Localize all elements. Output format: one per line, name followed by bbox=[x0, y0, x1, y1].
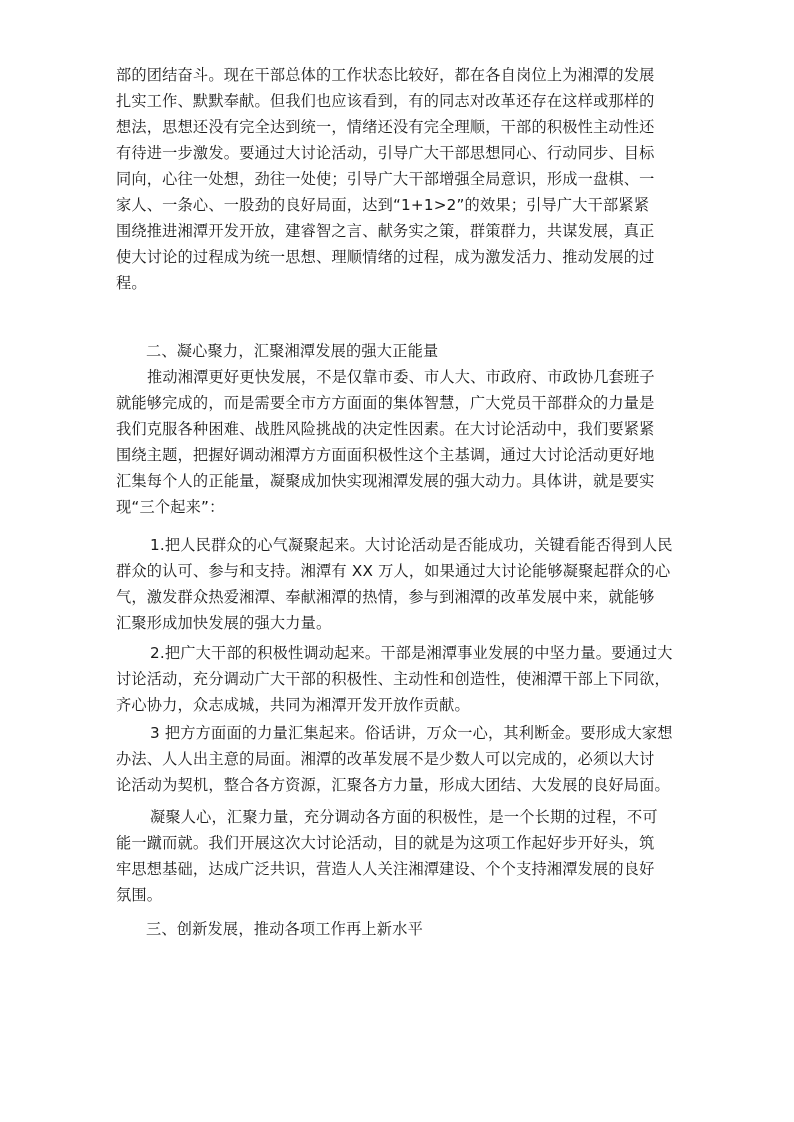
paragraph-line: 凝聚人心，汇聚力量，充分调动各方面的积极性，是一个长期的过程，不可 bbox=[150, 808, 658, 826]
paragraph-line: 同向，心往一处想，劲往一处使；引导广大干部增强全局意识，形成一盘棋、一 bbox=[116, 170, 655, 188]
paragraph-line: 部的团结奋斗。现在干部总体的工作状态比较好，都在各自岗位上为湘潭的发展 bbox=[116, 66, 655, 84]
section-heading: 三、创新发展，推动各项工作再上新水平 bbox=[146, 920, 423, 938]
list-item-line: 论活动为契机，整合各方资源，汇聚各方力量，形成大团结、大发展的良好局面。 bbox=[116, 776, 670, 794]
list-item-line: 齐心协力，众志成城，共同为湘潭开发开放作贡献。 bbox=[116, 696, 470, 714]
list-item-line: 2.把广大干部的积极性调动起来。干部是湘潭事业发展的中坚力量。要通过大 bbox=[150, 644, 673, 662]
list-item-line: 群众的认可、参与和支持。湘潭有 XX 万人，如果通过大讨论能够凝聚起群众的心 bbox=[116, 562, 671, 580]
paragraph-line: 家人、一条心、一股劲的良好局面，达到“1+1>2”的效果；引导广大干部紧紧 bbox=[116, 196, 650, 214]
list-item-line: 1.把人民群众的心气凝聚起来。大讨论活动是否能成功，关键看能否得到人民 bbox=[150, 536, 673, 554]
paragraph-line: 围绕推进湘潭开发开放，建睿智之言、献务实之策，群策群力，共谋发展，真正 bbox=[116, 222, 655, 240]
paragraph-line: 扎实工作、默默奉献。但我们也应该看到，有的同志对改革还存在这样或那样的 bbox=[116, 92, 655, 110]
paragraph-line: 有待进一步激发。要通过大讨论活动，引导广大干部思想同心、行动同步、目标 bbox=[116, 144, 655, 162]
list-item-line: 汇聚形成加快发展的强大力量。 bbox=[116, 614, 332, 632]
section-heading: 二、凝心聚力，汇聚湘潭发展的强大正能量 bbox=[146, 342, 439, 360]
list-item-line: 3 把方方面面的力量汇集起来。俗话讲，万众一心，其利断金。要形成大家想 bbox=[150, 724, 673, 742]
paragraph-line: 就能够完成的，而是需要全市方方面面的集体智慧，广大党员干部群众的力量是 bbox=[116, 394, 655, 412]
paragraph-line: 想法，思想还没有完全达到统一，情绪还没有完全理顺，干部的积极性主动性还 bbox=[116, 118, 655, 136]
list-item-line: 办法、人人出主意的局面。湘潭的改革发展不是少数人可以完成的，必须以大讨 bbox=[116, 750, 655, 768]
paragraph-line: 氛围。 bbox=[116, 886, 163, 904]
paragraph-line: 程。 bbox=[116, 274, 147, 292]
paragraph-line: 使大讨论的过程成为统一思想、理顺情绪的过程，成为激发活力、推动发展的过 bbox=[116, 248, 655, 266]
paragraph-line: 能一蹴而就。我们开展这次大讨论活动，目的就是为这项工作起好步开好头，筑 bbox=[116, 834, 655, 852]
paragraph-line: 牢思想基础，达成广泛共识，营造人人关注湘潭建设、个个支持湘潭发展的良好 bbox=[116, 860, 655, 878]
paragraph-line: 围绕主题，把握好调动湘潭方方面面积极性这个主基调，通过大讨论活动更好地 bbox=[116, 446, 655, 464]
paragraph-line: 我们克服各种困难、战胜风险挑战的决定性因素。在大讨论活动中，我们要紧紧 bbox=[116, 420, 655, 438]
list-item-line: 讨论活动，充分调动广大干部的积极性、主动性和创造性，使湘潭干部上下同欲， bbox=[116, 670, 670, 688]
list-item-line: 气，激发群众热爱湘潭、奉献湘潭的热情，参与到湘潭的改革发展中来，就能够 bbox=[116, 588, 655, 606]
paragraph-line: 现“三个起来”： bbox=[116, 498, 225, 516]
paragraph-line: 汇集每个人的正能量，凝聚成加快实现湘潭发展的强大动力。具体讲，就是要实 bbox=[116, 472, 655, 490]
paragraph-line: 推动湘潭更好更快发展，不是仅靠市委、市人大、市政府、市政协几套班子 bbox=[147, 368, 655, 386]
